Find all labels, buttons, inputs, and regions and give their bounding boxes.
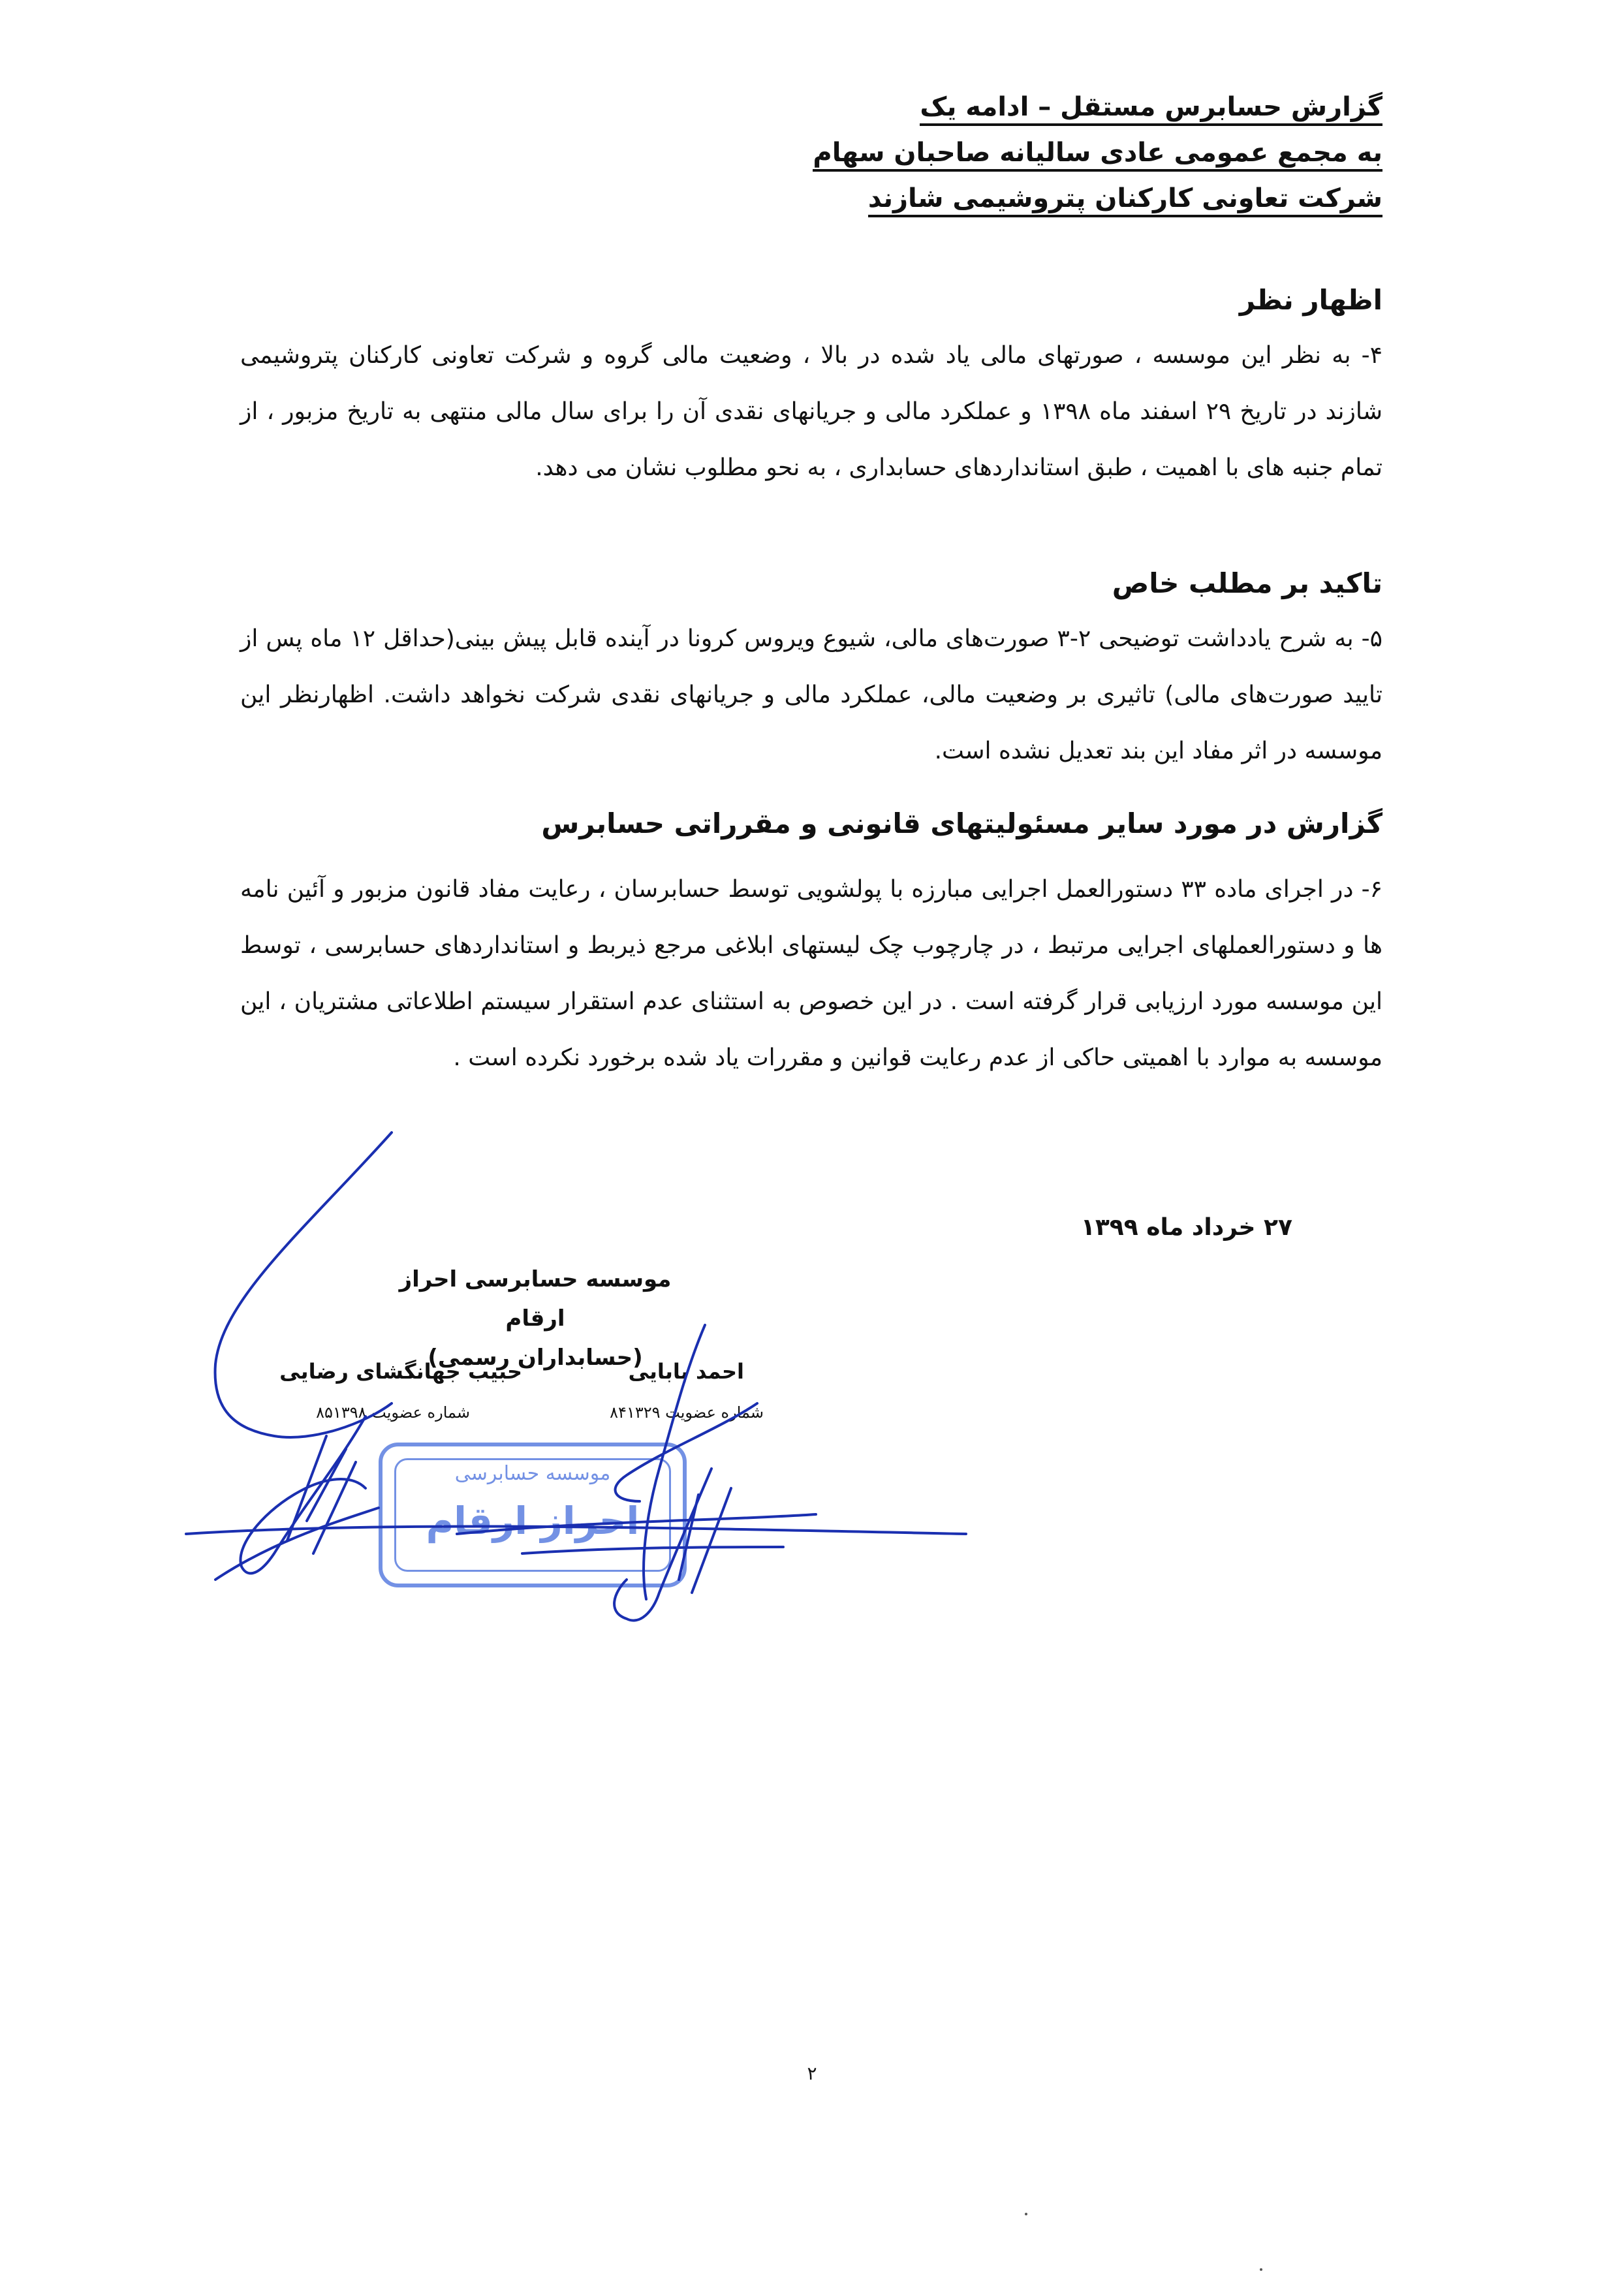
- emphasis-paragraph: ۵- به شرح یادداشت توضیحی ۲-۳ صورت‌های مالی، شیوع ویروس کرونا در آینده قابل پیش بینی(حداقل ۱۲ ماه پس از تایید صورت‌های مالی) تاثیری بر وضعیت مالی، عملکرد مالی و جریانهای نقدی شرکت نخواهد داشت. اظهارنظر این موسسه در اثر مفاد این بند تعدیل نشده است.: [240, 625, 1383, 764]
- report-header: [403, 90, 1382, 227]
- header-line-2-text: به مجمع عمومی عادی سالیانه صاحبان سهام: [813, 138, 1382, 172]
- scan-speck: [1260, 2268, 1262, 2271]
- page-number: ۲: [807, 2063, 817, 2084]
- signer-member-1: شماره عضویت ۸۴۱۳۲۹: [610, 1403, 764, 1422]
- signer-name-1: احمد بابایی: [628, 1359, 744, 1384]
- other-responsibilities-title: گزارش در مورد سایر مسئولیتهای قانونی و مقرراتی حسابرس: [541, 807, 1382, 839]
- header-line-3: [403, 181, 1382, 215]
- header-line-2: [403, 136, 1382, 170]
- other-responsibilities-paragraph: ۶- در اجرای ماده ۳۳ دستورالعمل اجرایی مبارزه با پولشویی توسط حسابرسان ، رعایت مفاد قانون مزبور و آئین نامه ها و دستورالعملهای اجرایی مرتبط ، در چارچوب چک لیستهای ابلاغی مرجع ذیربط و استانداردهای حسابرسی ، توسط این موسسه مورد ارزیابی قرار گرفته است . در این خصوص به استثنای عدم استقرار سیستم اطلاعاتی مشتریان ، این موسسه به موارد با اهمیتی حاکی از عدم رعایت قوانین و مقررات یاد شده برخورد نکرده است .: [240, 876, 1383, 1071]
- scan-speck: [1025, 2213, 1027, 2215]
- header-line-1-text: گزارش حسابرس مستقل – ادامه یک: [920, 92, 1382, 126]
- firm-subtitle: (حسابداران رسمی): [428, 1345, 643, 1371]
- signature-left-stroke-3: [287, 1436, 356, 1553]
- signature-left-stroke-5: [215, 1508, 379, 1580]
- signature-left-stroke-2: [240, 1416, 366, 1573]
- header-line-3-text: شرکت تعاونی کارکنان پتروشیمی شازند: [868, 183, 1382, 217]
- signer-member-2: شماره عضویت ۸۵۱۳۹۸: [316, 1403, 470, 1422]
- firm-stamp: [379, 1443, 687, 1587]
- report-date: ۲۷ خرداد ماه ۱۳۹۹: [1080, 1214, 1292, 1241]
- opinion-paragraph: ۴- به نظر این موسسه ، صورتهای مالی یاد شده در بالا ، وضعیت مالی گروه و شرکت تعاونی کارکنان پتروشیمی شازند در تاریخ ۲۹ اسفند ماه ۱۳۹۸ و عملکرد مالی و جریانهای نقدی آن را برای سال مالی منتهی به تاریخ مزبور ، از تمام جنبه های با اهمیت ، طبق استانداردهای حسابداری ، به نحو مطلوب نشان می دهد.: [240, 342, 1383, 481]
- signature-left-stroke-1: [215, 1132, 392, 1437]
- opinion-title: اظهار نظر: [1239, 284, 1382, 316]
- stamp-main-text: احراز ارقام: [426, 1499, 640, 1543]
- stamp-top-text: موسسه حسابرسی: [454, 1462, 611, 1485]
- signature-right-stroke-4: [679, 1488, 731, 1593]
- emphasis-title: تاکید بر مطلب خاص: [1112, 567, 1382, 599]
- header-line-1: [403, 90, 1382, 124]
- signer-name-2: حبیب جهانگشای رضایی: [279, 1359, 522, 1384]
- firm-name: موسسه حسابرسی احراز ارقام: [399, 1266, 672, 1332]
